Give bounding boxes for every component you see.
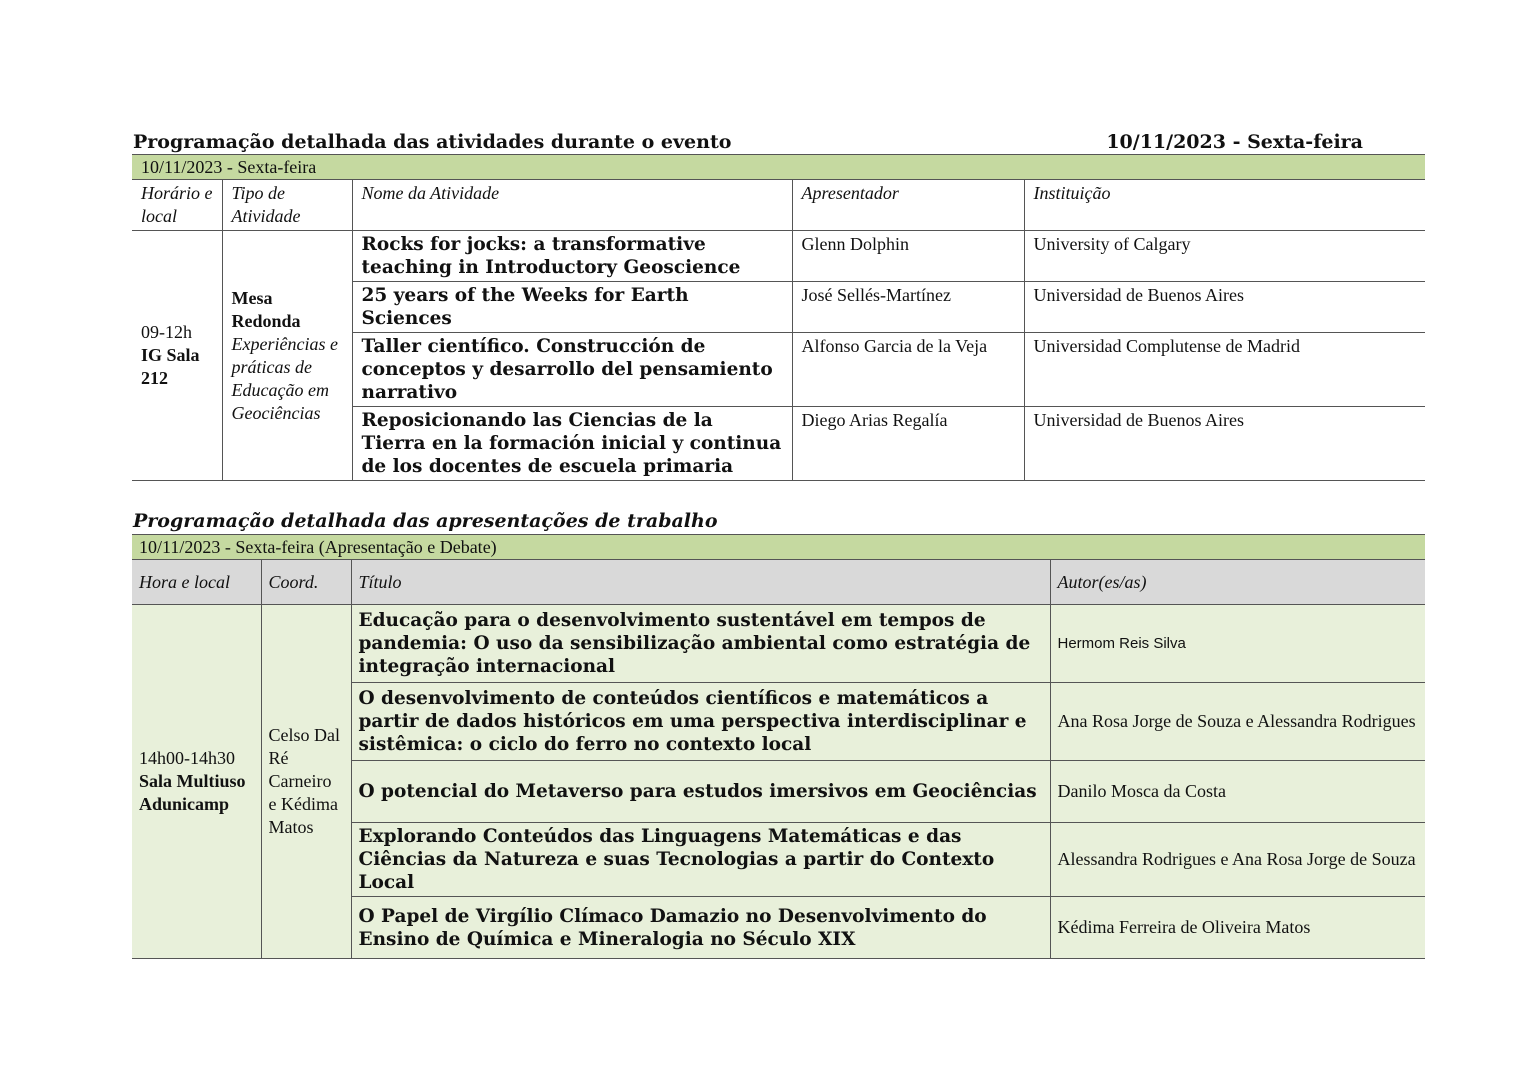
column-header-presenter: Apresentador (792, 180, 1024, 231)
presentation-location: Sala Multiuso Adunicamp (139, 771, 246, 814)
column-header-coord: Coord. (261, 560, 351, 605)
presentation-title: O Papel de Virgílio Clímaco Damazio no Desenvolvimento do Ensino de Química e Mineralogia no Século XIX (351, 897, 1050, 959)
table-row (132, 605, 1425, 683)
activity-time: 09-12h (141, 322, 192, 342)
table-row (132, 231, 1425, 282)
activity-institution: Universidad Complutense de Madrid (1024, 333, 1425, 407)
activities-date-band (132, 155, 1425, 180)
column-header-authors: Autor(es/as) (1050, 560, 1425, 605)
presentation-authors: Danilo Mosca da Costa (1050, 761, 1425, 823)
column-header-title: Título (351, 560, 1050, 605)
activity-type-cell (222, 231, 352, 481)
presentation-authors: Alessandra Rodrigues e Ana Rosa Jorge de Souza (1050, 823, 1425, 897)
presentations-date-band (132, 535, 1425, 560)
activities-band-label: 10/11/2023 - Sexta-feira (132, 155, 1425, 180)
activity-location: IG Sala 212 (141, 345, 200, 388)
activity-theme: Experiências e práticas de Educação em Geociências (231, 333, 338, 423)
presentation-time-location (132, 605, 261, 959)
presentation-authors: Hermom Reis Silva (1050, 605, 1425, 683)
presentations-section-title: Programação detalhada das apresentações de trabalho (133, 510, 718, 532)
page-header (133, 131, 1363, 153)
column-header-type: Tipo de Atividade (222, 180, 352, 231)
presentation-title: O potencial do Metaverso para estudos imersivos em Geociências (351, 761, 1050, 823)
activity-presenter: Alfonso Garcia de la Veja (792, 333, 1024, 407)
activity-institution: Universidad de Buenos Aires (1024, 282, 1425, 333)
activity-title: Rocks for jocks: a transformative teaching in Introductory Geoscience (352, 231, 792, 282)
presentations-header-row (132, 560, 1425, 605)
activities-header-row (132, 180, 1425, 231)
presentation-title: Educação para o desenvolvimento sustentável em tempos de pandemia: O uso da sensibilização ambiental como estratégia de integração internacional (351, 605, 1050, 683)
presentation-authors: Ana Rosa Jorge de Souza e Alessandra Rodrigues (1050, 683, 1425, 761)
activity-presenter: Diego Arias Regalía (792, 407, 1024, 481)
activity-presenter: José Sellés-Martínez (792, 282, 1024, 333)
presentations-table (132, 534, 1425, 959)
activity-type: Mesa Redonda (231, 287, 301, 331)
activity-institution: University of Calgary (1024, 231, 1425, 282)
presentation-authors: Kédima Ferreira de Oliveira Matos (1050, 897, 1425, 959)
presentations-band-label: 10/11/2023 - Sexta-feira (Apresentação e Debate) (132, 535, 1425, 560)
activity-title: Reposicionando las Ciencias de la Tierra en la formación inicial y continua de los docentes de escuela primaria (352, 407, 792, 481)
presentation-coordinators: Celso Dal Ré Carneiro e Kédima Matos (261, 605, 351, 959)
activity-institution: Universidad de Buenos Aires (1024, 407, 1425, 481)
activity-presenter: Glenn Dolphin (792, 231, 1024, 282)
column-header-time: Horário e local (132, 180, 222, 231)
activity-time-location (132, 231, 222, 481)
activity-title: Taller científico. Construcción de conceptos y desarrollo del pensamiento narrativo (352, 333, 792, 407)
page-date: 10/11/2023 - Sexta-feira (1106, 131, 1363, 153)
column-header-activity: Nome da Atividade (352, 180, 792, 231)
column-header-institution: Instituição (1024, 180, 1425, 231)
activities-table (132, 154, 1425, 481)
page-title: Programação detalhada das atividades durante o evento (133, 131, 732, 153)
presentation-title: Explorando Conteúdos das Linguagens Matemáticas e das Ciências da Natureza e suas Tecnologias a partir do Contexto Local (351, 823, 1050, 897)
presentation-title: O desenvolvimento de conteúdos científicos e matemáticos a partir de dados históricos em uma perspectiva interdisciplinar e sistêmica: o ciclo do ferro no contexto local (351, 683, 1050, 761)
column-header-time: Hora e local (132, 560, 261, 605)
activity-title: 25 years of the Weeks for Earth Sciences (352, 282, 792, 333)
presentation-time: 14h00-14h30 (139, 748, 235, 768)
